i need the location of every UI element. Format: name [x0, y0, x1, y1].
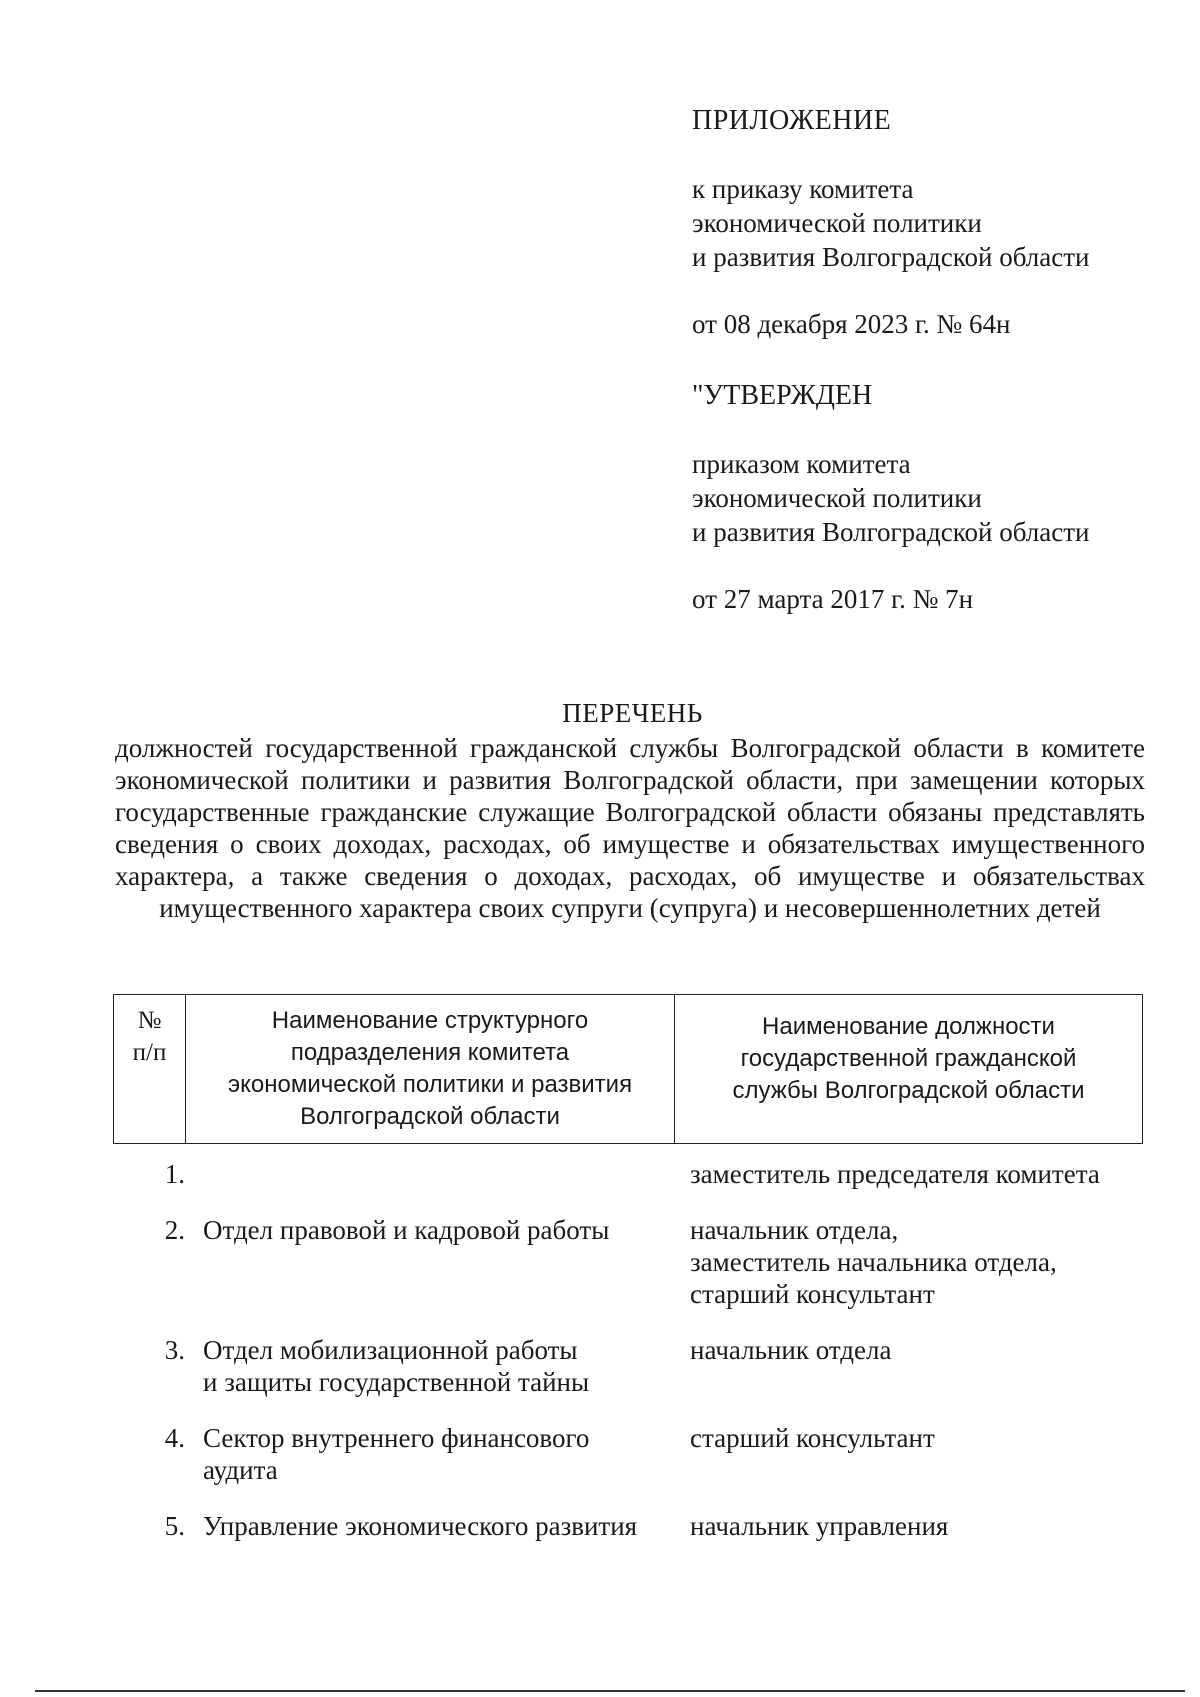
row-number: 1.: [164, 1159, 185, 1189]
row-position: [674, 1334, 1173, 1398]
header-position-line: Наименование должности: [762, 1013, 1055, 1040]
header-department-line: подразделения комитета: [290, 1039, 570, 1066]
table-row: [113, 1214, 1173, 1310]
appendix-line: и развития Волгоградской области: [692, 242, 1090, 272]
row-position: [674, 1214, 1173, 1310]
row-department: [185, 1510, 674, 1542]
appendix-line: к приказу комитета: [692, 174, 914, 204]
header-number-sign: №: [137, 1007, 162, 1034]
row-position-line: начальник отдела,: [690, 1215, 899, 1245]
row-position: [674, 1422, 1173, 1486]
row-department-line: Отдел мобилизационной работы: [203, 1335, 578, 1365]
list-title: ПЕРЕЧЕНЬ: [562, 698, 703, 728]
header-department-line: Волгоградской области: [300, 1103, 560, 1130]
approved-title: "УТВЕРЖДЕН: [692, 380, 873, 411]
row-position-line: старший консультант: [690, 1279, 935, 1309]
row-department: [185, 1334, 674, 1398]
header-position-line: службы Волгоградской области: [732, 1077, 1085, 1104]
list-description: должностей государственной гражданской службы Волгоградской области в комитете экономической политики и развития Волгоградской области, при замещении которых государственные гражданские служащие Волгоградской области обязаны представлять сведения о своих доходах, расходах, об имуществе и обязательствах имущественного характера, а также сведения о доходах, расходах, об имуществе и обязательствах имущественного характера своих супруги (супруга) и несовершеннолетних детей: [115, 733, 1145, 923]
row-position-line: заместитель начальника отдела,: [690, 1247, 1057, 1277]
row-position-line: старший консультант: [690, 1423, 935, 1453]
row-department: [185, 1214, 674, 1310]
row-department-line: Сектор внутреннего финансового: [203, 1423, 590, 1453]
row-position: [674, 1510, 1173, 1542]
approved-line: приказом комитета: [692, 449, 911, 479]
row-position-line: начальник управления: [690, 1511, 949, 1541]
header-department-line: экономической политики и развития: [227, 1071, 633, 1098]
header-position: [675, 995, 1142, 1143]
table-body: [113, 1158, 1173, 1566]
header-number-abbr: п/п: [132, 1039, 167, 1066]
row-department-line: Управление экономического развития: [203, 1511, 638, 1541]
row-department-line: аудита: [203, 1455, 278, 1485]
table-header: [113, 994, 1143, 1144]
row-number: 5.: [164, 1511, 185, 1541]
approved-line: экономической политики: [692, 483, 982, 513]
row-number: 3.: [164, 1335, 185, 1365]
header-department: [186, 995, 675, 1143]
header-number: [114, 995, 186, 1143]
row-number: 4.: [164, 1423, 185, 1453]
table-row: [113, 1158, 1173, 1190]
approved-date: от 27 марта 2017 г. № 7н: [692, 584, 974, 614]
header-position-line: государственной гражданской: [740, 1045, 1077, 1072]
table-row: [113, 1510, 1173, 1542]
appendix-title: ПРИЛОЖЕНИЕ: [692, 105, 892, 136]
appendix-line: экономической политики: [692, 208, 982, 238]
row-department: [185, 1422, 674, 1486]
bottom-rule: [35, 1690, 1185, 1692]
approved-line: и развития Волгоградской области: [692, 517, 1090, 547]
table-row: [113, 1422, 1173, 1486]
header-department-line: Наименование структурного: [271, 1007, 589, 1034]
row-position-line: начальник отдела: [690, 1335, 892, 1365]
appendix-block: [692, 104, 1162, 616]
table-row: [113, 1334, 1173, 1398]
row-department-line: Отдел правовой и кадровой работы: [203, 1215, 610, 1245]
row-position-line: заместитель председателя комитета: [690, 1159, 1100, 1189]
appendix-date: от 08 декабря 2023 г. № 64н: [692, 309, 1011, 339]
row-department-line: и защиты государственной тайны: [203, 1367, 590, 1397]
row-number: 2.: [164, 1215, 185, 1245]
row-position: [674, 1158, 1173, 1190]
row-department: [185, 1158, 674, 1190]
